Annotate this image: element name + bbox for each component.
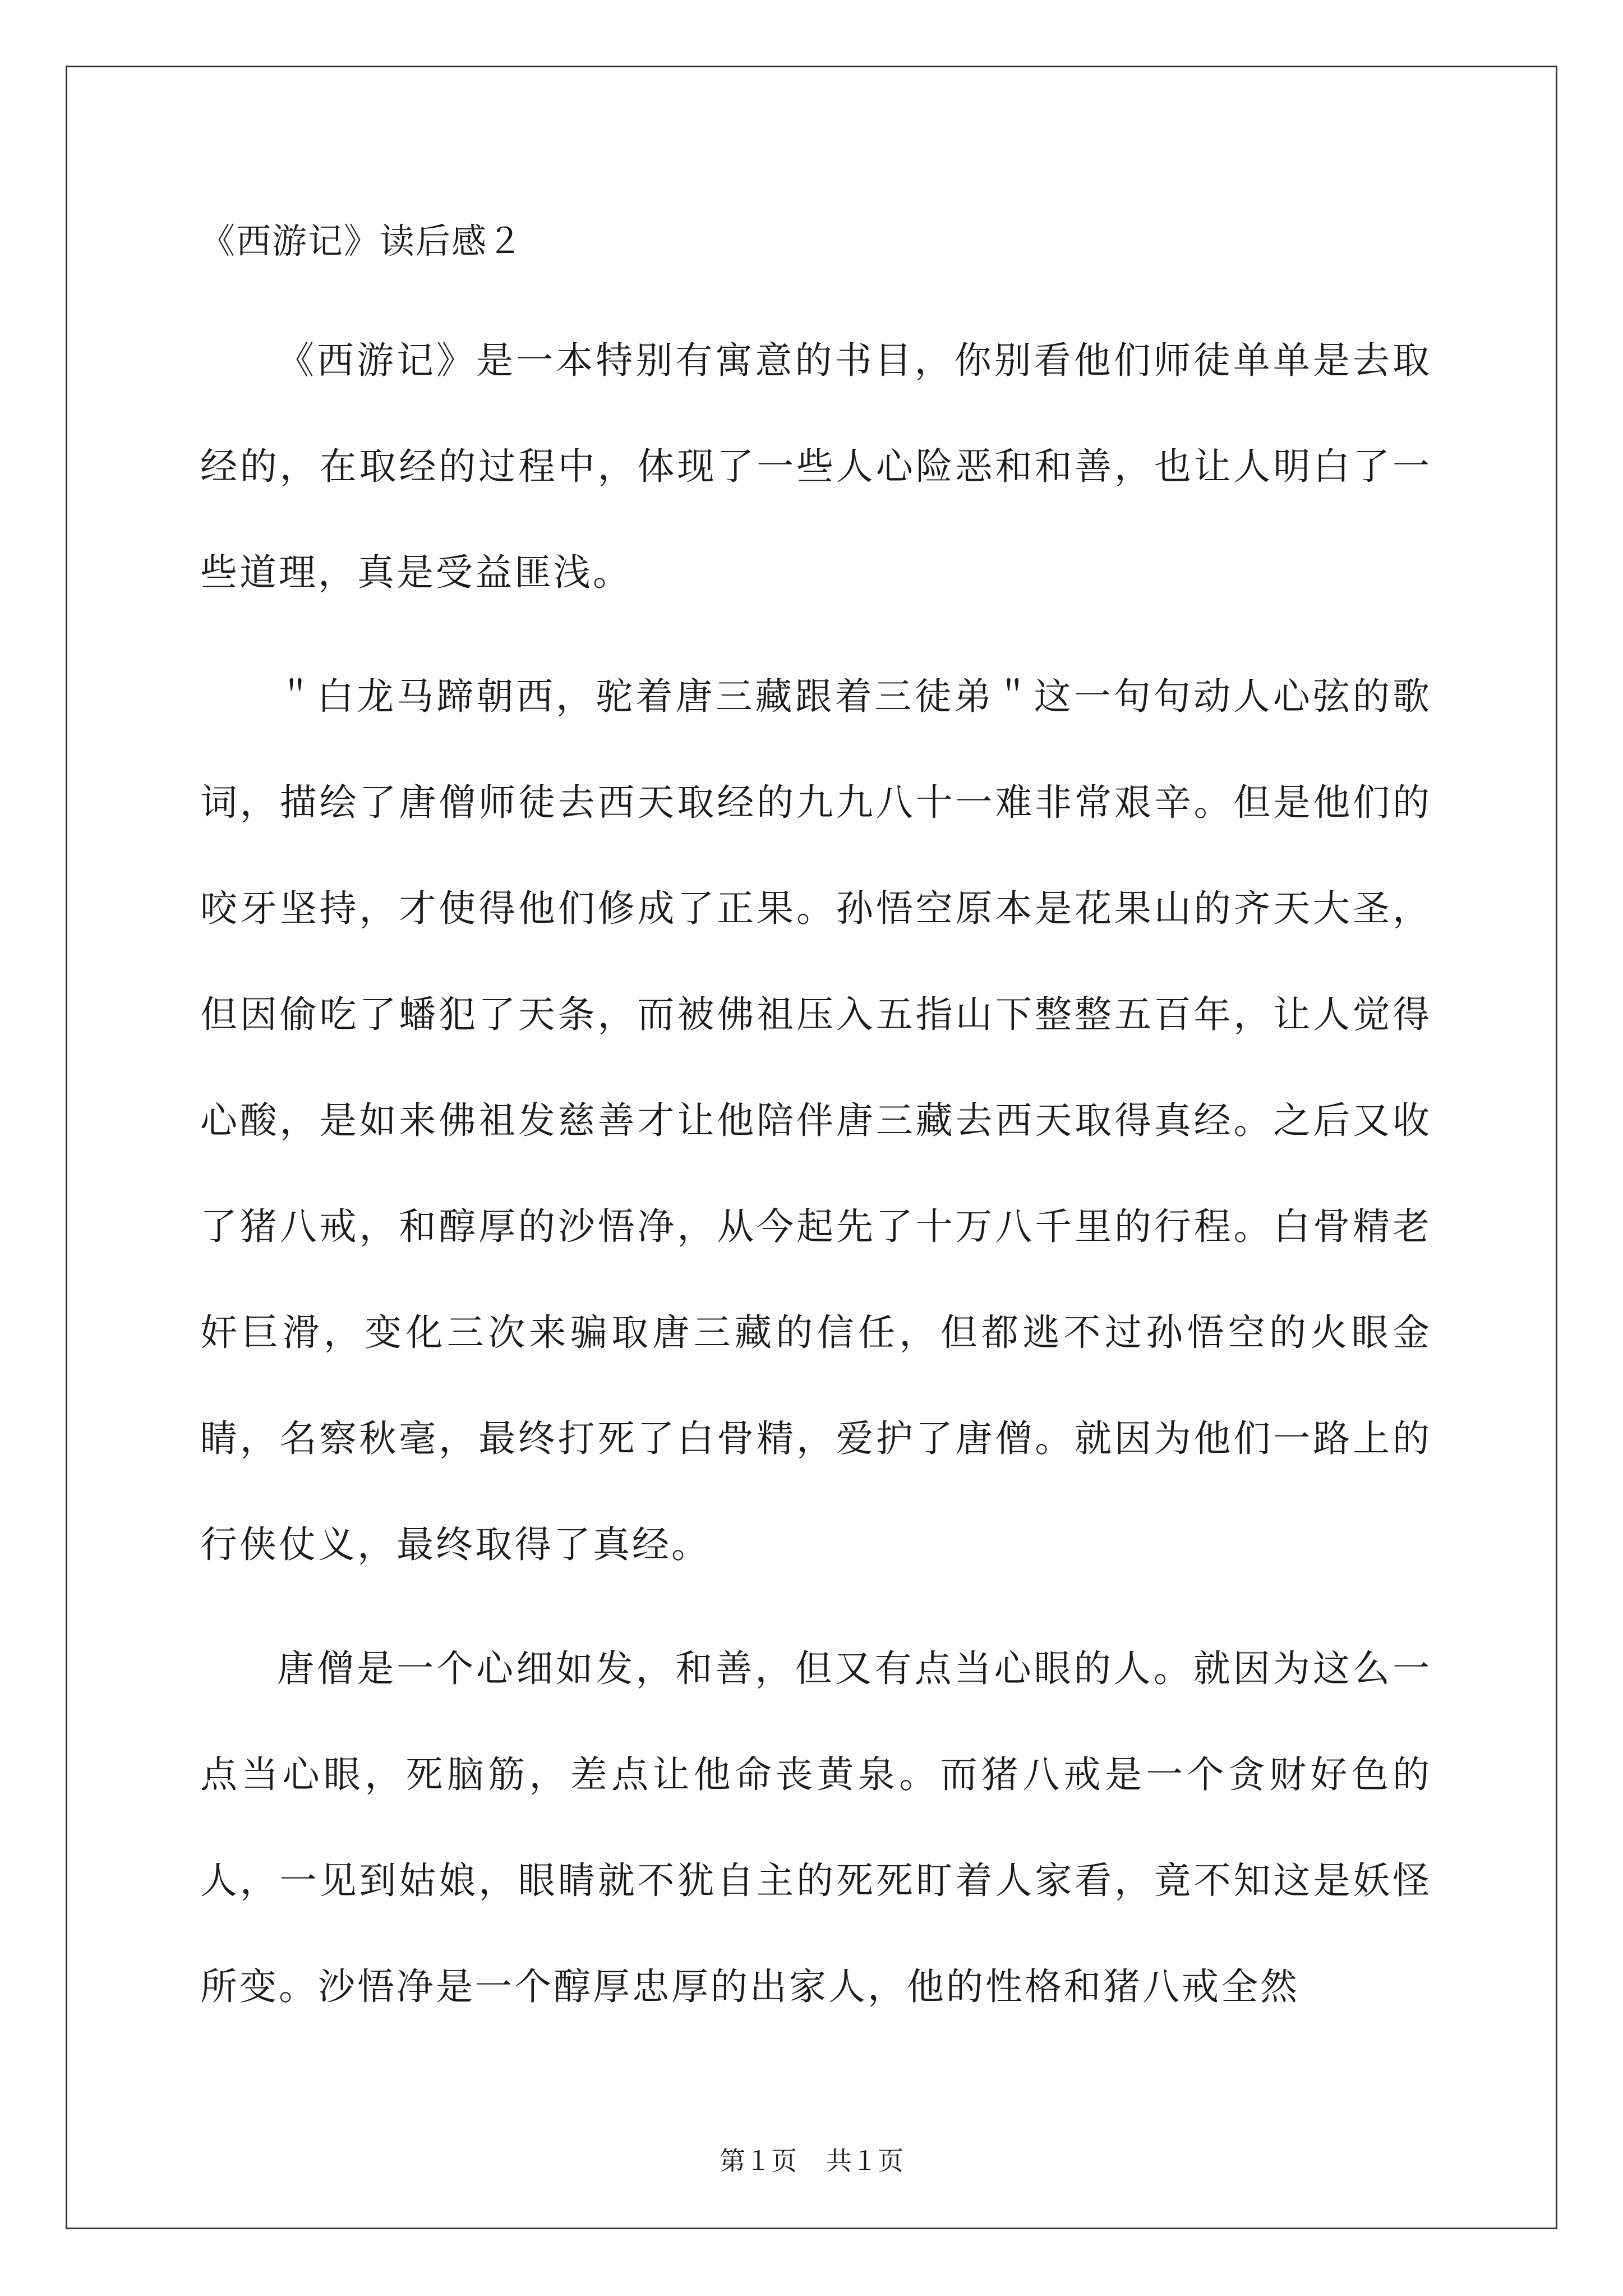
paragraph-2: ＂白龙马蹄朝西，驼着唐三藏跟着三徒弟＂这一句句动人心弦的歌词，描绘了唐僧师徒去西天取经的九九八十一难非常艰辛。但是他们的咬牙坚持，才使得他们修成了正果。孙悟空原本是花果山的齐天大圣，但因偷吃了蟠犯了天条，而被佛祖压入五指山下整整五百年，让人觉得心酸，是如来佛祖发慈善才让他陪伴唐三藏去西天取得真经。之后又收了猪八戒，和醇厚的沙悟净，从今起先了十万八千里的行程。白骨精老奸巨滑，变化三次来骗取唐三藏的信任，但都逃不过孙悟空的火眼金睛，名察秋毫，最终打死了白骨精，爱护了唐僧。就因为他们一路上的行侠仗义，最终取得了真经。 (200, 675, 1432, 1566)
paragraph-1: 《西游记》是一本特别有寓意的书目，你别看他们师徒单单是去取经的，在取经的过程中，体现了一些人心险恶和和善，也让人明白了一些道理，真是受益匪浅。 (200, 339, 1432, 594)
page-total: 共１页 (826, 2146, 903, 2176)
page-number: 第１页 (720, 2146, 797, 2176)
document-title: 《西游记》读后感２ (200, 220, 524, 261)
paragraph-3: 唐僧是一个心细如发，和善，但又有点当心眼的人。就因为这么一点当心眼，死脑筋，差点让他命丧黄泉。而猪八戒是一个贪财好色的人，一见到姑娘，眼睛就不犹自主的死死盯着人家看，竟不知这是妖怪所变。沙悟净是一个醇厚忠厚的出家人，他的性格和猪八戒全然 (200, 1647, 1432, 2008)
document-body (200, 213, 1432, 2058)
page-footer (0, 2144, 1623, 2178)
